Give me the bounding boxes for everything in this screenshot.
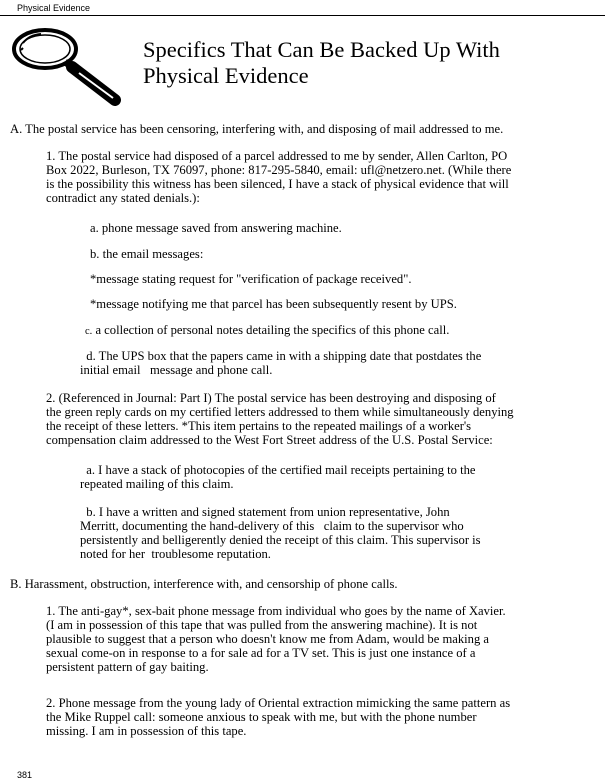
header-label: Physical Evidence [17, 3, 91, 13]
title-line-1: Specifics That Can Be Backed Up With [143, 37, 500, 62]
a2-paragraph: 2. (Referenced in Journal: Part I) The postal service has been destroying and disposing of the green reply cards on my certified letters addressed to them while simultaneously denying the receipt of these letters. *This item pertains to the repeated mailings of a worker's compensation claim addressed to the West Fort Street address of the U.S. Postal Service: [46, 391, 514, 447]
a1-subitem-b-message-1: *message stating request for "verification of package received". [90, 272, 412, 286]
section-b-heading: B. Harassment, obstruction, interference with, and censorship of phone calls. [10, 577, 398, 591]
header-bar [0, 0, 605, 16]
a1-subitem-b: b. the email messages: [90, 247, 204, 261]
b2-paragraph: 2. Phone message from the young lady of Oriental extraction mimicking the same pattern as the Mike Ruppel call: someone anxious to speak with me, but with the phone number missing. I am in possession of this tape. [46, 696, 511, 738]
section-a-heading: A. The postal service has been censoring, interfering with, and disposing of mail addressed to me. [10, 122, 504, 136]
a2-subitem-b: b. I have a written and signed statement from union representative, John Merritt, documenting the hand-delivery of this claim to the supervisor who persistently and belligerently denied the receipt of this claim. This supervisor is noted for her troublesome reputation. [80, 505, 481, 561]
a1-paragraph: 1. The postal service had disposed of a parcel addressed to me by sender, Allen Carlton, PO Box 2022, Burleson, TX 76097, phone: 817-295-5840, email: ufl@netzero.net. (While there is the possibility this witness has been silenced, I have a stack of physical evidence that will contradict any stated denials.): [46, 149, 512, 205]
a1-subitem-b-message-2: *message notifying me that parcel has been subsequently resent by UPS. [90, 297, 457, 311]
page-title [143, 37, 583, 89]
a1-subitem-a: a. phone message saved from answering machine. [90, 221, 342, 235]
a1-subitem-d: d. The UPS box that the papers came in with a shipping date that postdates the initial email message and phone call. [80, 349, 482, 377]
title-line-2: Physical Evidence [143, 63, 309, 88]
page-number: 381 [17, 770, 33, 780]
magnifying-glass-icon [9, 24, 121, 106]
b1-paragraph: 1. The anti-gay*, sex-bait phone message from individual who goes by the name of Xavier. (I am in possession of this tape that was pulled from the answering machine). It is not plausible to suggest that a person who doesn't know me from Adam, would be making a sexual come-on in response to a for sale ad for a TV set. This is just one instance of a persistent pattern of gay baiting. [46, 604, 506, 674]
a2-subitem-a: a. I have a stack of photocopies of the certified mail receipts pertaining to the repeated mailing of this claim. [80, 463, 476, 491]
a1-subitem-c: c. a collection of personal notes detailing the specifics of this phone call. [85, 323, 450, 337]
